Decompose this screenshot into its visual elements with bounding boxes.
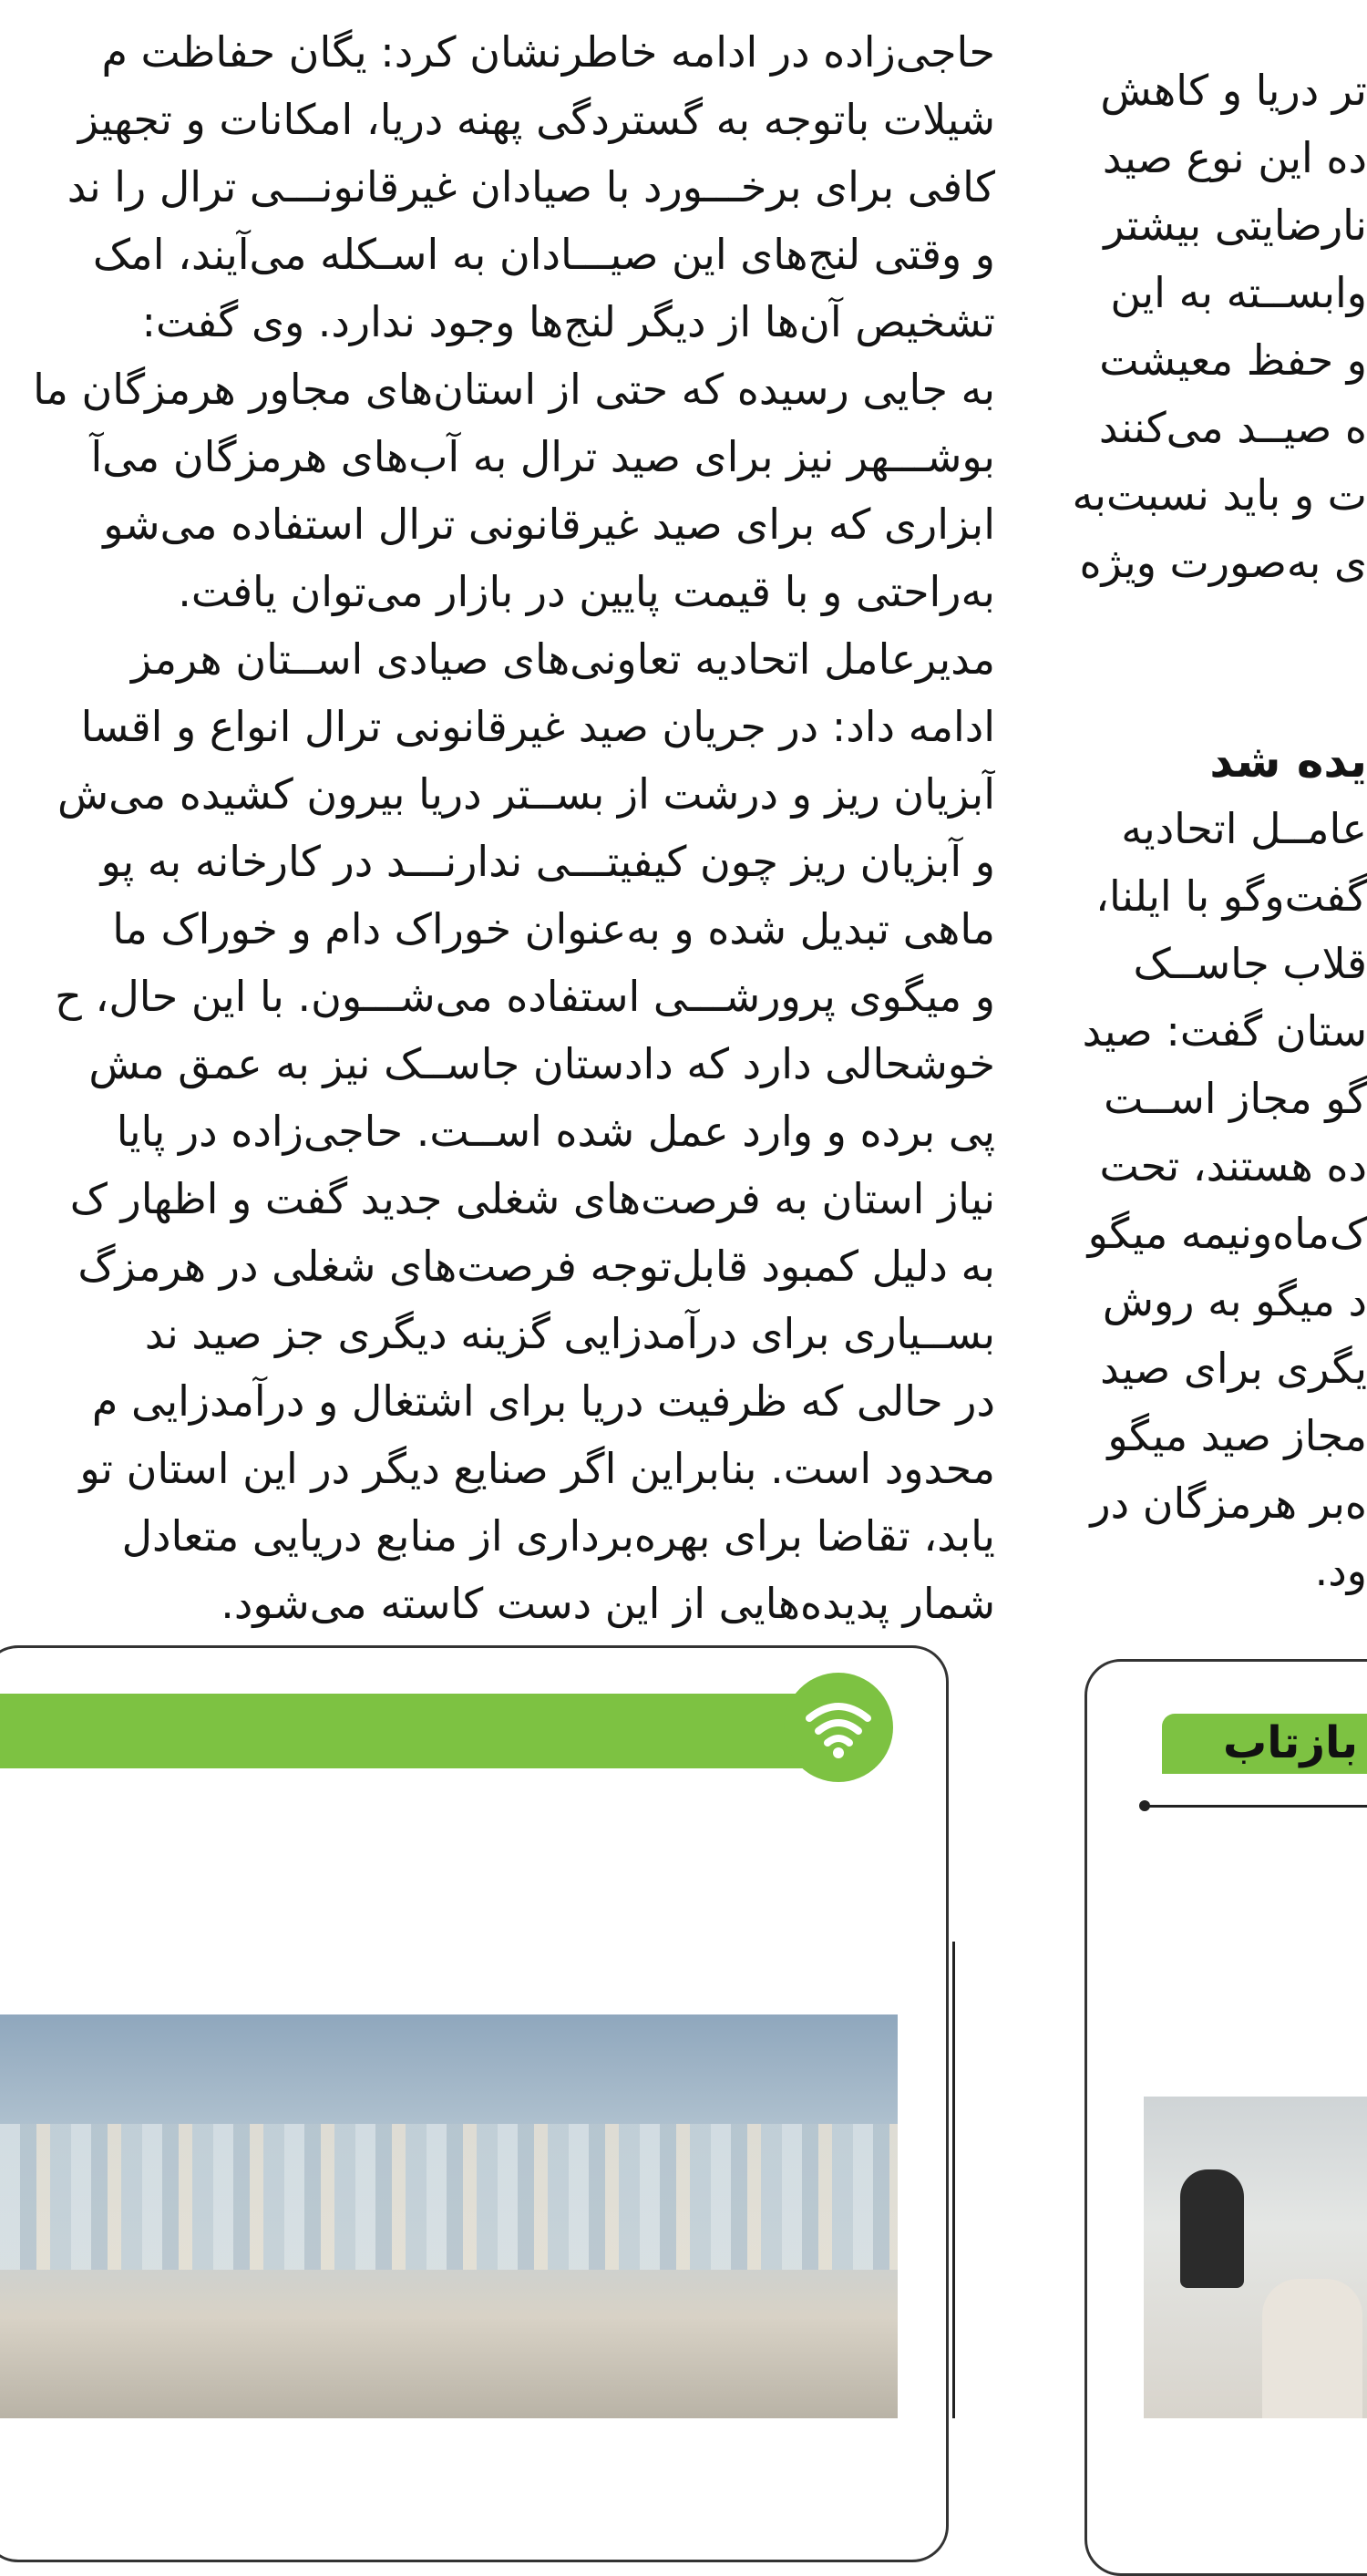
- text-line: د میگو به روش: [1102, 1276, 1367, 1325]
- text-line: و میگوی پرورشـــی استفاده می‌شـــون. با این حال، ح: [55, 972, 995, 1021]
- side-article-column: [1048, 0, 1367, 1604]
- text-line: ماهی تبدیل شده و به‌عنوان خوراک دام و خوراک ما: [112, 904, 995, 953]
- text-line: نیاز استان به فرصت‌های شغلی جدید گفت و اظهار ک: [69, 1174, 995, 1223]
- text-line: وابســته به این: [1110, 268, 1367, 317]
- text-line: و وقتی لنج‌های این صیـــادان به اسـکله می‌آیند، امک: [92, 230, 995, 279]
- text-line: به جایی رسیده که حتی از استان‌های مجاور هرمزگان ما: [33, 365, 995, 414]
- news-photo-port: [0, 2014, 898, 2418]
- text-line: محدود است. بنابراین اگر صنایع دیگر در این استان تو: [79, 1444, 995, 1493]
- text-line: مدیرعامل اتحادیه تعاونی‌های صیادی اســتان هرمز: [131, 634, 995, 684]
- text-line: گفت‌وگو با ایلنا،: [1095, 871, 1367, 921]
- text-line: ه‌بر هرمزگان در: [1090, 1479, 1367, 1528]
- text-line: قلاب جاســک: [1133, 939, 1367, 988]
- text-line: ی به‌صورت ویژه: [1079, 538, 1367, 587]
- text-line: ه صیــد می‌کنند: [1098, 403, 1367, 452]
- text-line: نارضایتی بیشتر: [1104, 201, 1367, 250]
- text-line: مجاز صید میگو: [1107, 1411, 1367, 1460]
- text-line: کافی برای برخـــورد با صیادان غیرقانونـــی ترال را ند: [67, 162, 995, 211]
- section-heading: یده شد: [1209, 735, 1367, 788]
- vertical-rule: [952, 1942, 955, 2418]
- text-line: ک‌ماه‌ونیمه میگو: [1087, 1209, 1367, 1258]
- wifi-icon: [784, 1673, 893, 1782]
- text-line: گو مجاز اســت: [1104, 1074, 1367, 1123]
- horizontal-rule: [1144, 1805, 1367, 1808]
- text-line: بوشـــهر نیز برای صید ترال به آب‌های هرمزگان می‌آ: [90, 432, 995, 481]
- text-line: ابزاری که برای صید غیرقانونی ترال استفاده می‌شو: [103, 500, 995, 549]
- text-line: یگری برای صید: [1100, 1344, 1367, 1393]
- text-line: و آبزیان ریز چون کیفیتـــی ندارنـــد در کارخانه به پو: [100, 837, 995, 886]
- text-line: بســیاری برای درآمدزایی گزینه دیگری جز صید ند: [144, 1309, 995, 1358]
- text-line: ادامه داد: در جریان صید غیرقانونی ترال انواع و اقسا: [80, 702, 995, 751]
- text-line: خوشحالی دارد که دادستان جاســک نیز به عمق مش: [88, 1039, 995, 1088]
- box-header-bar: [0, 1694, 875, 1768]
- text-line: تشخیص آن‌ها از دیگر لنج‌ها وجود ندارد. وی گفت:: [141, 297, 995, 346]
- reflection-photo: [1144, 2097, 1367, 2418]
- text-line: ده این نوع صید: [1102, 133, 1367, 182]
- reflection-box-title: [1162, 1714, 1367, 1774]
- text-line: در حالی که ظرفیت دریا برای اشتغال و درآمدزایی م: [91, 1376, 995, 1426]
- text-line: به‌راحتی و با قیمت پایین در بازار می‌توان یافت.: [178, 567, 995, 616]
- text-line: آبزیان ریز و درشت از بســتر دریا بیرون کشیده می‌ش: [57, 769, 995, 819]
- text-line: ت و باید نسبت‌به: [1072, 470, 1367, 520]
- reflection-title-text: بازتاب: [1223, 1717, 1358, 1768]
- text-line: تر دریا و کاهش: [1100, 66, 1367, 115]
- text-line: و حفظ معیشت: [1099, 335, 1367, 385]
- text-line: شیلات باتوجه به گستردگی پهنه دریا، امکانات و تجهیز: [77, 95, 995, 144]
- text-line: به دلیل کمبود قابل‌توجه فرصت‌های شغلی در هرمزگ: [77, 1242, 995, 1291]
- text-line: ده هستند، تحت: [1099, 1141, 1367, 1190]
- text-line: ود.: [1314, 1546, 1367, 1595]
- text-line: پی برده و وارد عمل شده اســت. حاجی‌زاده در پایا: [116, 1107, 995, 1156]
- main-article-column: [0, 0, 995, 1637]
- text-line: عامــل اتحادیه: [1121, 804, 1367, 853]
- text-line: یابد، تقاضا برای بهره‌برداری از منابع دریایی متعادل: [121, 1511, 995, 1561]
- text-line: حاجی‌زاده در ادامه خاطرنشان کرد: یگان حفاظت م: [101, 27, 995, 77]
- text-line: ستان گفت: صید: [1082, 1006, 1367, 1056]
- text-line: شمار پدیده‌هایی از این دست کاسته می‌شود.: [221, 1579, 995, 1628]
